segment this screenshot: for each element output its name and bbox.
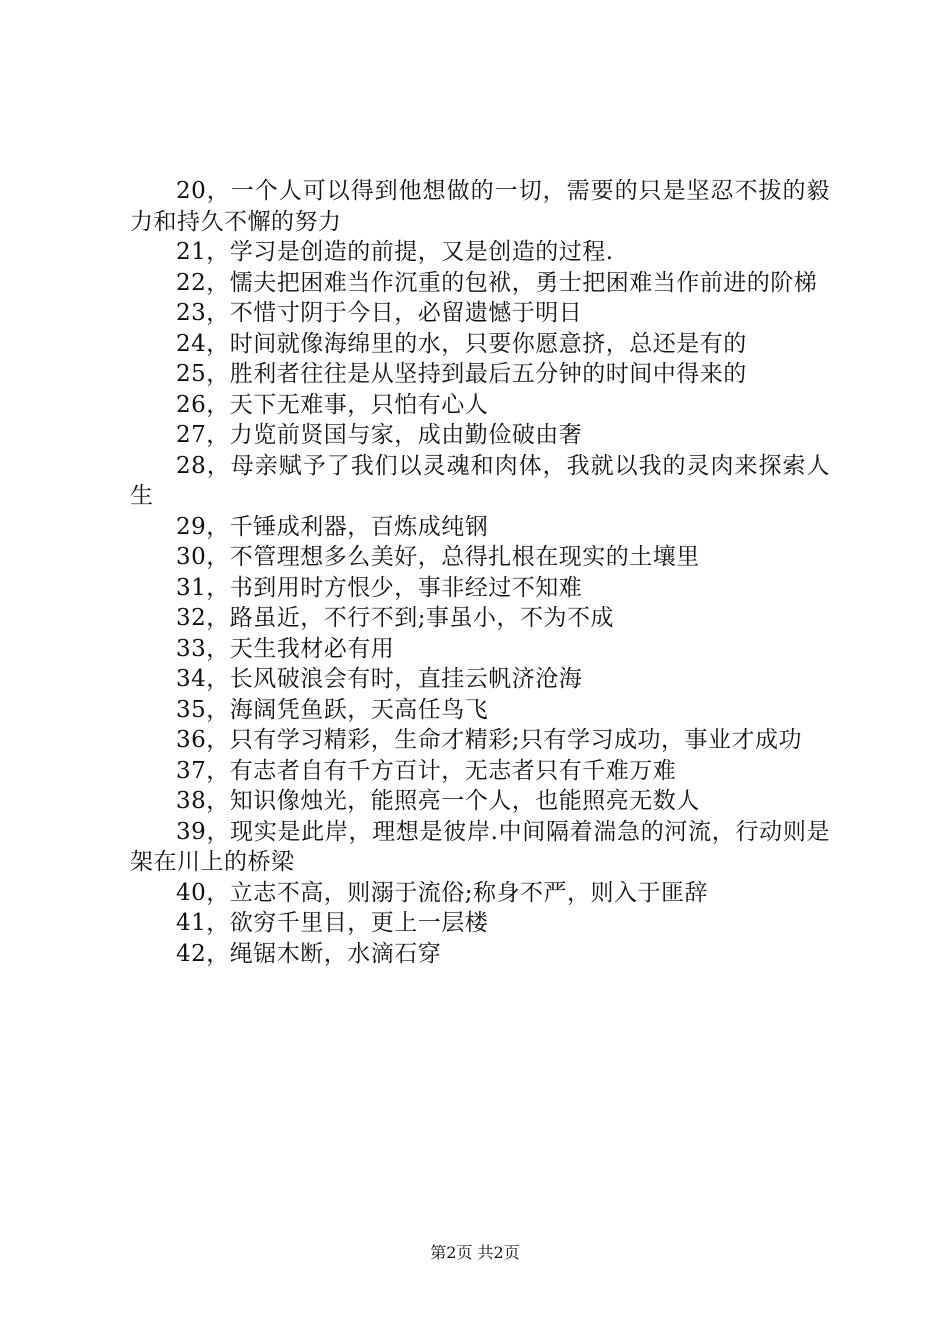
paragraph: 34，长风破浪会有时，直挂云帆济沧海 <box>176 666 583 692</box>
paragraph: 20，一个人可以得到他想做的一切，需要的只是坚忍不拔的毅力和持久不懈的努力 <box>130 178 830 235</box>
paragraph: 42，绳锯木断，水滴石穿 <box>176 940 442 967</box>
paragraph: 33，天生我材必有用 <box>176 635 395 662</box>
paragraph: 29，千锤成利器，百炼成纯钢 <box>176 513 489 540</box>
paragraph: 37，有志者自有千方百计，无志者只有千难万难 <box>176 757 677 784</box>
page-number-label: 第2页 共2页 <box>430 1243 520 1262</box>
paragraph: 22，懦夫把困难当作沉重的包袱，勇士把困难当作前进的阶梯 <box>176 269 818 296</box>
paragraph: 39，现实是此岸，理想是彼岸.中间隔着湍急的河流，行动则是架在川上的桥梁 <box>130 818 830 875</box>
paragraph: 31，书到用时方恨少，事非经过不知难 <box>176 574 583 601</box>
paragraph: 26，天下无难事，只怕有心人 <box>176 391 489 418</box>
paragraph: 28，母亲赋予了我们以灵魂和肉体，我就以我的灵肉来探索人生 <box>130 452 830 509</box>
paragraph: 27，力览前贤国与家，成由勤俭破由奢 <box>176 422 583 448</box>
paragraph: 30，不管理想多么美好，总得扎根在现实的土壤里 <box>176 544 700 570</box>
page-footer <box>0 1243 950 1263</box>
document-body <box>130 176 830 969</box>
paragraph: 36，只有学习精彩，生命才精彩;只有学习成功，事业才成功 <box>176 727 803 753</box>
paragraph: 35，海阔凭鱼跃，天高任鸟飞 <box>176 696 489 723</box>
paragraph: 41，欲穷千里目，更上一层楼 <box>176 910 489 936</box>
paragraph: 23，不惜寸阴于今日，必留遗憾于明日 <box>176 300 583 326</box>
paragraph: 21，学习是创造的前提，又是创造的过程. <box>176 239 614 265</box>
paragraph: 24，时间就像海绵里的水，只要你愿意挤，总还是有的 <box>176 330 747 357</box>
paragraph: 40，立志不高，则溺于流俗;称身不严，则入于匪辞 <box>176 879 709 906</box>
paragraph: 38，知识像烛光，能照亮一个人，也能照亮无数人 <box>176 788 700 814</box>
paragraph: 32，路虽近，不行不到;事虽小，不为不成 <box>176 605 615 631</box>
paragraph: 25，胜利者往往是从坚持到最后五分钟的时间中得来的 <box>176 361 747 387</box>
